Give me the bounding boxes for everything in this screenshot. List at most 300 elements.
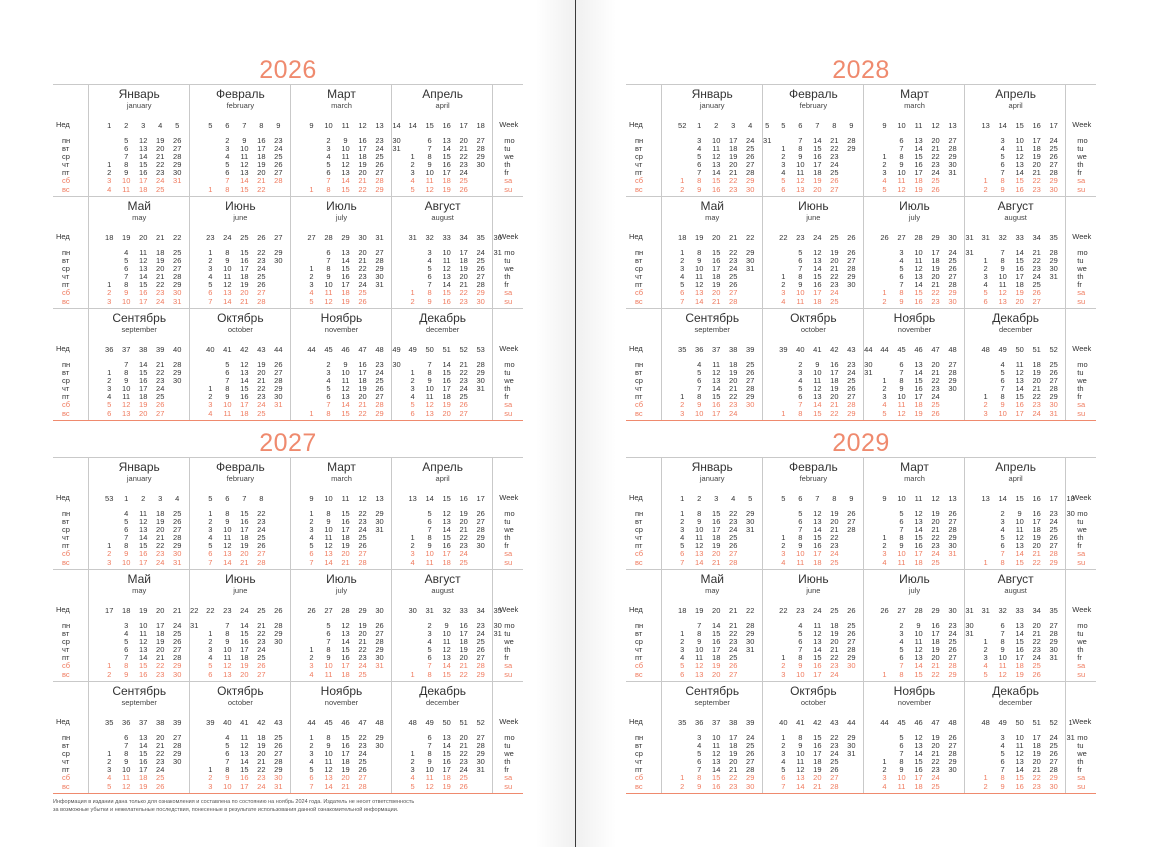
- day-cell: 2: [680, 256, 685, 266]
- week-number: 19: [122, 233, 131, 242]
- day-cell: 22: [358, 184, 367, 194]
- day-cell: 2: [983, 400, 988, 410]
- day-cell: 16: [1015, 781, 1024, 791]
- day-cell: 24: [156, 765, 165, 775]
- day-grid: [977, 510, 1079, 567]
- day-cell: 16: [257, 136, 266, 145]
- day-cell: 31: [274, 781, 283, 791]
- day-cell: [371, 542, 388, 550]
- day-cell: 15: [813, 272, 822, 282]
- day-cell: [876, 249, 893, 257]
- day-cell: 1: [680, 509, 685, 518]
- day-name: ср: [62, 525, 70, 535]
- day-cell: [742, 410, 759, 418]
- day-cell: 10: [897, 773, 906, 783]
- day-cell: 15: [341, 184, 350, 194]
- day-row: [775, 783, 860, 791]
- day-cell: 10: [425, 168, 434, 178]
- day-cell: 24: [156, 384, 165, 394]
- month-october: [762, 682, 863, 793]
- day-cell: 5: [697, 749, 702, 759]
- day-cell: 6: [697, 376, 702, 386]
- day-cell: [944, 774, 961, 782]
- month-name-ru: Июнь: [798, 572, 829, 586]
- day-cell: 1: [983, 773, 988, 783]
- day-names-en: [1077, 249, 1087, 306]
- week-number: 34: [459, 233, 468, 242]
- day-cell: 16: [1032, 509, 1041, 518]
- day-name: пт: [635, 541, 643, 551]
- day-cell: 20: [156, 733, 165, 742]
- day-cell: 27: [375, 392, 384, 402]
- day-cell: 29: [375, 645, 384, 655]
- day-cell: 7: [326, 256, 331, 266]
- day-cell: 23: [948, 621, 957, 630]
- day-cell: 12: [425, 400, 434, 410]
- day-name: fr: [504, 168, 509, 178]
- day-cell: 8: [124, 749, 129, 759]
- week-number: 21: [156, 233, 165, 242]
- day-row: [404, 281, 506, 289]
- day-cell: 20: [240, 288, 249, 298]
- day-cell: 14: [712, 621, 721, 630]
- day-cell: 15: [139, 749, 148, 759]
- day-cell: 15: [1015, 773, 1024, 783]
- day-cell: [1045, 298, 1062, 306]
- week-number: 46: [914, 718, 923, 727]
- day-cell: 18: [712, 653, 721, 663]
- day-cell: 9: [798, 541, 803, 551]
- day-row: [977, 758, 1079, 766]
- day-cell: 12: [695, 661, 704, 671]
- day-cell: 24: [257, 781, 266, 791]
- day-cell: [303, 385, 320, 393]
- day-cell: 22: [156, 749, 165, 759]
- day-cell: 21: [931, 661, 940, 671]
- day-cell: 1: [781, 533, 786, 543]
- week-label-ru: Нед: [56, 120, 70, 129]
- day-cell: [674, 758, 691, 766]
- week-number: 43: [257, 345, 266, 354]
- week-number: 31: [981, 606, 990, 615]
- week-number: 24: [223, 233, 232, 242]
- day-cell: 26: [729, 280, 738, 290]
- week-label-ru: Нед: [629, 344, 643, 353]
- day-cell: 20: [156, 264, 165, 274]
- day-cell: [977, 145, 994, 153]
- day-cell: 23: [257, 392, 266, 402]
- day-cell: 12: [223, 280, 232, 290]
- day-cell: 2: [309, 653, 314, 663]
- week-number: 25: [830, 606, 839, 615]
- week-number: 11: [341, 494, 350, 503]
- day-cell: 8: [697, 176, 702, 186]
- day-cell: 1: [983, 557, 988, 567]
- day-cell: 22: [729, 509, 738, 518]
- day-cell: 9: [427, 757, 432, 767]
- day-cell: 25: [1049, 360, 1058, 369]
- day-cell: 15: [341, 408, 350, 418]
- day-name: пн: [62, 621, 71, 630]
- day-cell: 22: [1032, 637, 1041, 647]
- day-cell: 21: [459, 741, 468, 751]
- day-name: ср: [62, 637, 70, 647]
- day-cell: 11: [712, 360, 721, 369]
- month-september: [88, 309, 189, 420]
- day-cell: [742, 273, 759, 281]
- day-cell: 4: [1000, 144, 1005, 154]
- day-cell: 6: [1000, 160, 1005, 170]
- day-cell: 30: [392, 136, 401, 145]
- day-cell: 31: [274, 400, 283, 410]
- day-grid: [775, 137, 860, 194]
- day-row: [202, 559, 270, 567]
- day-cell: 12: [139, 256, 148, 266]
- day-cell: 18: [139, 392, 148, 402]
- day-cell: 19: [830, 384, 839, 394]
- day-cell: 29: [1049, 637, 1058, 647]
- day-row: [674, 169, 776, 177]
- day-cell: 23: [257, 517, 266, 527]
- day-cell: 13: [341, 392, 350, 402]
- day-cell: [742, 289, 759, 297]
- day-cell: 25: [830, 168, 839, 178]
- week-number: 27: [307, 233, 316, 242]
- day-cell: 6: [899, 272, 904, 282]
- week-number: 52: [1049, 345, 1058, 354]
- day-cell: 26: [375, 384, 384, 394]
- day-cell: 5: [798, 509, 803, 518]
- month-name-ru: Декабрь: [419, 684, 467, 698]
- day-cell: 21: [156, 653, 165, 663]
- day-cell: 20: [830, 256, 839, 266]
- day-cell: 21: [729, 168, 738, 178]
- day-grid: [876, 622, 978, 679]
- week-number: 12: [358, 494, 367, 503]
- day-cell: [843, 186, 860, 194]
- day-name: сб: [635, 288, 644, 298]
- day-cell: 3: [983, 272, 988, 282]
- day-row: [876, 671, 978, 679]
- day-cell: 30: [746, 781, 755, 791]
- day-names-ru: [635, 734, 643, 791]
- day-cell: 22: [931, 152, 940, 162]
- day-cell: 5: [326, 621, 331, 630]
- day-cell: 13: [712, 376, 721, 386]
- day-cell: 31: [1049, 272, 1058, 282]
- day-cell: 19: [240, 661, 249, 671]
- day-cell: 28: [746, 765, 755, 775]
- day-cell: 8: [427, 368, 432, 378]
- day-cell: 11: [139, 248, 148, 257]
- day-cell: 28: [173, 152, 182, 162]
- day-names-ru: [62, 622, 70, 679]
- day-cell: 30: [476, 757, 485, 767]
- day-cell: 3: [680, 264, 685, 274]
- month-name-en: august: [431, 213, 454, 222]
- day-cell: 5: [326, 160, 331, 170]
- day-cell: 25: [358, 757, 367, 767]
- day-cell: [303, 169, 320, 177]
- day-row: [876, 273, 978, 281]
- day-cell: 19: [813, 765, 822, 775]
- day-cell: 2: [781, 152, 786, 162]
- day-name: tu: [504, 741, 511, 751]
- day-cell: 19: [442, 184, 451, 194]
- day-cell: 14: [1015, 384, 1024, 394]
- day-name: чт: [635, 533, 643, 543]
- day-cell: 7: [326, 400, 331, 410]
- day-name: ср: [635, 152, 643, 162]
- week-number: 50: [425, 345, 434, 354]
- day-cell: 17: [712, 264, 721, 274]
- day-cell: 24: [257, 264, 266, 274]
- day-cell: 4: [427, 637, 432, 647]
- day-name: вт: [62, 368, 70, 378]
- day-cell: 25: [931, 557, 940, 567]
- month-name-ru: Сентябрь: [112, 311, 167, 325]
- day-cell: 13: [914, 653, 923, 663]
- day-names-ru: [635, 622, 643, 679]
- day-cell: 17: [139, 765, 148, 775]
- day-row: [977, 766, 1079, 774]
- day-row: [775, 377, 877, 385]
- day-cell: 17: [240, 400, 249, 410]
- day-grid: [775, 622, 860, 679]
- week-numbers: [977, 345, 1062, 354]
- day-cell: 1: [680, 176, 685, 186]
- day-row: [876, 265, 978, 273]
- day-cell: 16: [1015, 184, 1024, 194]
- day-cell: 12: [712, 152, 721, 162]
- day-cell: 23: [156, 376, 165, 386]
- week-label-en: Week: [499, 493, 519, 502]
- week-number: 45: [324, 345, 333, 354]
- day-cell: 1: [983, 392, 988, 402]
- week-number: 11: [341, 121, 350, 130]
- day-cell: 22: [257, 184, 266, 194]
- month-name-ru: Октябрь: [217, 684, 264, 698]
- day-row: [977, 559, 1079, 567]
- week-number: 4: [175, 494, 180, 503]
- week-number: 51: [459, 718, 468, 727]
- day-cell: 23: [375, 360, 384, 369]
- week-number: 46: [914, 345, 923, 354]
- day-cell: 30: [948, 384, 957, 394]
- week-number: 20: [712, 233, 721, 242]
- day-cell: [843, 177, 860, 185]
- day-cell: [404, 622, 421, 630]
- day-cell: 23: [931, 296, 940, 306]
- day-cell: 8: [326, 264, 331, 274]
- day-name: th: [1077, 533, 1084, 543]
- week-number: 22: [173, 233, 182, 242]
- day-cell: 29: [173, 661, 182, 671]
- day-cell: 11: [897, 176, 906, 186]
- day-cell: 14: [695, 557, 704, 567]
- day-cell: 30: [476, 376, 485, 386]
- day-cell: 12: [914, 264, 923, 274]
- day-cell: 26: [358, 765, 367, 775]
- day-cell: 9: [326, 517, 331, 527]
- month-april: [964, 85, 1065, 196]
- day-row: [101, 622, 203, 630]
- day-row: [202, 783, 287, 791]
- week-number: 48: [375, 345, 384, 354]
- week-number: 40: [796, 345, 805, 354]
- month-name-ru: Ноябрь: [893, 684, 936, 698]
- week-number: 31: [408, 233, 417, 242]
- day-cell: 8: [124, 368, 129, 378]
- day-cell: 30: [274, 637, 283, 647]
- week-numbers: [404, 345, 489, 354]
- day-cell: 1: [309, 408, 314, 418]
- day-labels-en: [1065, 85, 1096, 196]
- day-cell: 25: [476, 637, 485, 647]
- day-cell: 23: [1032, 645, 1041, 655]
- day-cell: 4: [781, 296, 786, 306]
- day-cell: 14: [139, 360, 148, 369]
- day-name: пн: [62, 136, 71, 145]
- quarter-row: [53, 196, 523, 308]
- day-cell: 14: [341, 637, 350, 647]
- day-cell: 19: [729, 368, 738, 378]
- day-cell: 13: [324, 773, 333, 783]
- day-name: пт: [635, 392, 643, 402]
- day-cell: 9: [124, 376, 129, 386]
- day-cell: 27: [173, 525, 182, 535]
- month-name-en: may: [132, 586, 147, 595]
- week-numbers: [977, 233, 1062, 242]
- day-cell: 22: [358, 408, 367, 418]
- day-cell: [977, 750, 994, 758]
- day-cell: [472, 559, 489, 567]
- day-cell: 22: [729, 392, 738, 402]
- day-cell: 21: [156, 360, 165, 369]
- day-cell: 25: [476, 256, 485, 266]
- day-cell: [202, 369, 219, 377]
- day-cell: 4: [427, 256, 432, 266]
- day-cell: 1: [410, 749, 415, 759]
- week-numbers: [876, 718, 961, 727]
- week-label-ru: Нед: [629, 605, 643, 614]
- day-cell: 26: [931, 184, 940, 194]
- day-name: чт: [62, 384, 70, 394]
- month-september: [661, 682, 762, 793]
- day-grid: [977, 622, 1062, 679]
- day-cell: 6: [326, 168, 331, 178]
- week-number: 14: [998, 121, 1007, 130]
- day-cell: 30: [1049, 264, 1058, 274]
- day-name: mo: [504, 733, 515, 742]
- day-cell: 7: [208, 296, 213, 306]
- day-cell: 24: [156, 296, 165, 306]
- month-name-en: july: [908, 213, 921, 222]
- day-names-ru: [62, 361, 70, 418]
- day-cell: 11: [442, 637, 451, 647]
- day-cell: 21: [931, 280, 940, 290]
- day-cell: 2: [107, 288, 112, 298]
- day-cell: 10: [897, 168, 906, 178]
- month-august: [391, 197, 502, 308]
- day-name: mo: [504, 136, 515, 145]
- day-cell: 1: [107, 541, 112, 551]
- day-cell: 5: [983, 669, 988, 679]
- day-cell: 16: [240, 256, 249, 266]
- day-cell: 28: [476, 525, 485, 535]
- month-november: [863, 682, 964, 793]
- day-cell: 2: [882, 541, 887, 551]
- day-name: mo: [504, 509, 515, 518]
- day-cell: 27: [173, 264, 182, 274]
- day-cell: 30: [864, 360, 873, 369]
- day-cell: 12: [998, 288, 1007, 298]
- day-row: [404, 783, 489, 791]
- day-cell: [371, 783, 388, 791]
- day-cell: 5: [107, 781, 112, 791]
- day-cell: 18: [442, 176, 451, 186]
- day-cell: [404, 638, 421, 646]
- month-name-en: april: [1008, 474, 1023, 483]
- day-cell: [876, 654, 893, 662]
- day-cell: 15: [914, 376, 923, 386]
- day-cell: 15: [712, 248, 721, 257]
- day-cell: 6: [124, 733, 129, 742]
- day-cell: 26: [156, 781, 165, 791]
- day-cell: 1: [781, 733, 786, 742]
- day-cell: 28: [830, 781, 839, 791]
- day-cell: 17: [1015, 408, 1024, 418]
- day-cell: 14: [324, 557, 333, 567]
- day-cell: 14: [813, 645, 822, 655]
- month-name-ru: Август: [424, 199, 461, 213]
- day-cell: 2: [798, 360, 803, 369]
- day-cell: 16: [712, 781, 721, 791]
- month-august: [964, 570, 1065, 681]
- day-cell: 23: [257, 256, 266, 266]
- day-cell: [843, 153, 860, 161]
- week-label-ru: Нед: [629, 717, 643, 726]
- day-cell: 17: [914, 392, 923, 402]
- day-cell: 30: [173, 757, 182, 767]
- day-cell: 9: [1000, 645, 1005, 655]
- day-cell: 25: [257, 653, 266, 663]
- month-name-en: march: [331, 101, 352, 110]
- day-name: tu: [1077, 256, 1084, 266]
- day-grid: [876, 249, 978, 306]
- day-cell: 19: [1032, 749, 1041, 759]
- month-february: [762, 85, 863, 196]
- day-cell: 20: [240, 669, 249, 679]
- day-name: tu: [504, 144, 511, 154]
- day-cell: 9: [697, 781, 702, 791]
- day-cell: 12: [712, 368, 721, 378]
- day-cell: 8: [798, 144, 803, 154]
- day-cell: 20: [156, 525, 165, 535]
- day-cell: 13: [998, 296, 1007, 306]
- week-number: 47: [931, 345, 940, 354]
- year-title: 2029: [832, 429, 890, 457]
- day-cell: 22: [156, 541, 165, 551]
- day-cell: 29: [1049, 557, 1058, 567]
- day-cell: 14: [712, 384, 721, 394]
- day-name: sa: [1077, 549, 1086, 559]
- day-cell: 14: [813, 525, 822, 535]
- day-name: пн: [635, 509, 644, 518]
- day-cell: 23: [1032, 400, 1041, 410]
- day-cell: 27: [1049, 757, 1058, 767]
- day-cell: 21: [459, 360, 468, 369]
